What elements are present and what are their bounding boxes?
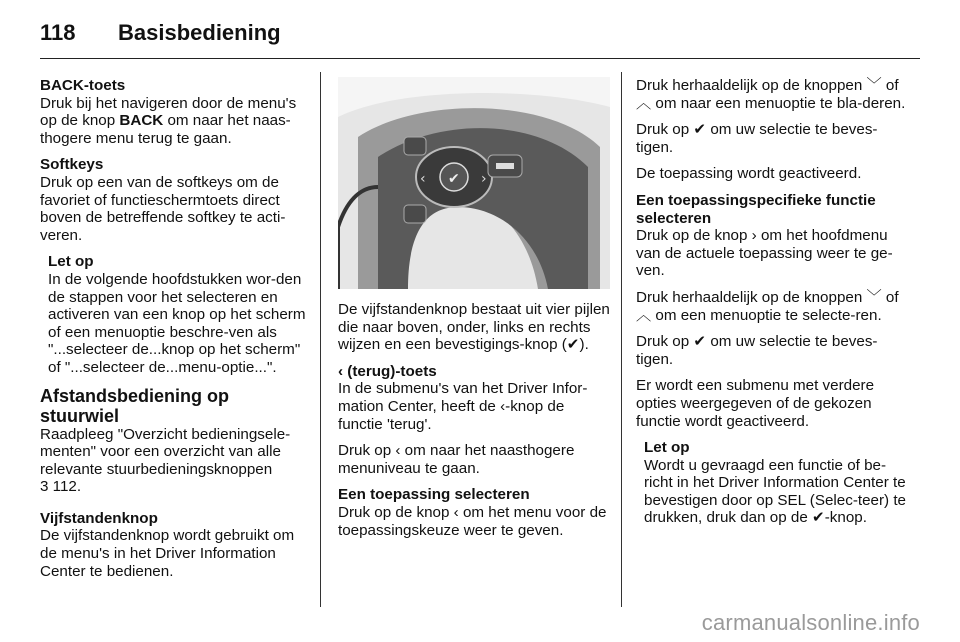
confirm-paragraph-2: Druk op ✔ om uw selectie te beves-tigen. bbox=[636, 333, 878, 368]
confirm-paragraph: Druk op ✔ om uw selectie te beves-tigen. bbox=[636, 121, 878, 156]
five-way-description: De vijfstandenknop bestaat uit vier pijlen die naar boven, onder, links en rechts wijzen en een bevestigings-knop (✔). bbox=[338, 301, 610, 354]
back-key-paragraph: BACK-toets Druk bij het navigeren door de menu's op de knop BACK om naar het naas-thogere menu terug te gaan. bbox=[40, 77, 308, 147]
steering-wheel-figure bbox=[338, 77, 610, 289]
note-heading: Let op bbox=[48, 253, 94, 271]
note-paragraph-2: Let op Wordt u gevraagd een functie of be-richt in het Driver Information Center te bevestigen door op SEL (Selec-teer) te drukken, druk dan op de ✔-knop. bbox=[644, 439, 906, 527]
note-paragraph: Let op In de volgende hoofdstukken wor-den de stappen voor het selecteren en activeren van een knop op het scherm of een menuoptie beschre-ven als "...selecteer de...knop op het scherm" of "...selecteer de...menu-optie...". bbox=[40, 253, 308, 376]
column-divider-2 bbox=[621, 72, 622, 607]
activated-paragraph: De toepassing wordt geactiveerd. bbox=[636, 165, 862, 183]
five-way-heading: Vijfstandenknop bbox=[40, 509, 158, 527]
page-header bbox=[40, 18, 920, 59]
specific-function-heading: Een toepassingspecifieke functie selecteren bbox=[636, 191, 876, 227]
svg-text:✔: ✔ bbox=[448, 171, 460, 187]
select-app-heading: Een toepassing selecteren bbox=[338, 486, 530, 504]
back-bold: BACK bbox=[119, 112, 164, 130]
select-option-paragraph: Druk herhaaldelijk op de knoppen ﹀ of ︿ om een menuoptie te selecte-ren. bbox=[636, 288, 899, 324]
column-2 bbox=[338, 77, 610, 548]
column-3 bbox=[636, 77, 906, 536]
column-divider-1 bbox=[320, 72, 321, 607]
softkeys-paragraph: Softkeys Druk op een van de softkeys om de favoriet of functieschermtoets direct boven de betreffende softkey te acti-veren. bbox=[40, 156, 308, 244]
page-number: 118 bbox=[40, 20, 76, 45]
back-press-paragraph: Druk op ‹ om naar het naasthogere menuniveau te gaan. bbox=[338, 442, 575, 477]
note-heading-2: Let op bbox=[644, 439, 690, 457]
steering-wheel-illustration bbox=[338, 77, 610, 289]
select-app-paragraph: Een toepassing selecteren Druk op de knop ‹ om het menu voor de toepassingskeuze weer te geven. bbox=[338, 486, 610, 539]
scroll-paragraph: Druk herhaaldelijk op de knoppen ﹀ of ︿ om naar een menuoptie te bla-deren. bbox=[636, 77, 906, 112]
page-title: Basisbediening bbox=[118, 20, 281, 45]
page-reference: 3 112. bbox=[40, 478, 82, 496]
softkeys-heading: Softkeys bbox=[40, 156, 104, 174]
column-1 bbox=[40, 77, 308, 589]
watermark: carmanualsonline.info bbox=[701, 610, 920, 635]
svg-text:›: › bbox=[481, 171, 487, 187]
back-key-heading: BACK-toets bbox=[40, 77, 126, 94]
five-way-paragraph: Vijfstandenknop De vijfstandenknop wordt gebruikt om de menu's in het Driver Information Center te bedienen. bbox=[40, 510, 308, 580]
svg-text:‹: ‹ bbox=[420, 171, 426, 187]
submenu-paragraph: Er wordt een submenu met verdere opties weergegeven of de gekozen functie wordt geactiveerd. bbox=[636, 377, 875, 430]
back-toets-heading: ‹ (terug)-toets bbox=[338, 362, 437, 380]
specific-function-paragraph: Een toepassingspecifieke functie selecteren Druk op de knop › om het hoofdmenu van de actuele toepassing weer te ge-ven. bbox=[636, 192, 906, 280]
section-title: Afstandsbediening op stuurwiel bbox=[40, 385, 229, 426]
section-paragraph: Raadpleeg "Overzicht bedieningsele-menten" voor een overzicht van alle relevante stuurbedieningsknoppen 3 112. bbox=[40, 425, 291, 496]
back-toets-paragraph: ‹ (terug)-toets In de submenu's van het Driver Infor-mation Center, heeft de ‹-knop de functie 'terug'. bbox=[338, 363, 610, 433]
